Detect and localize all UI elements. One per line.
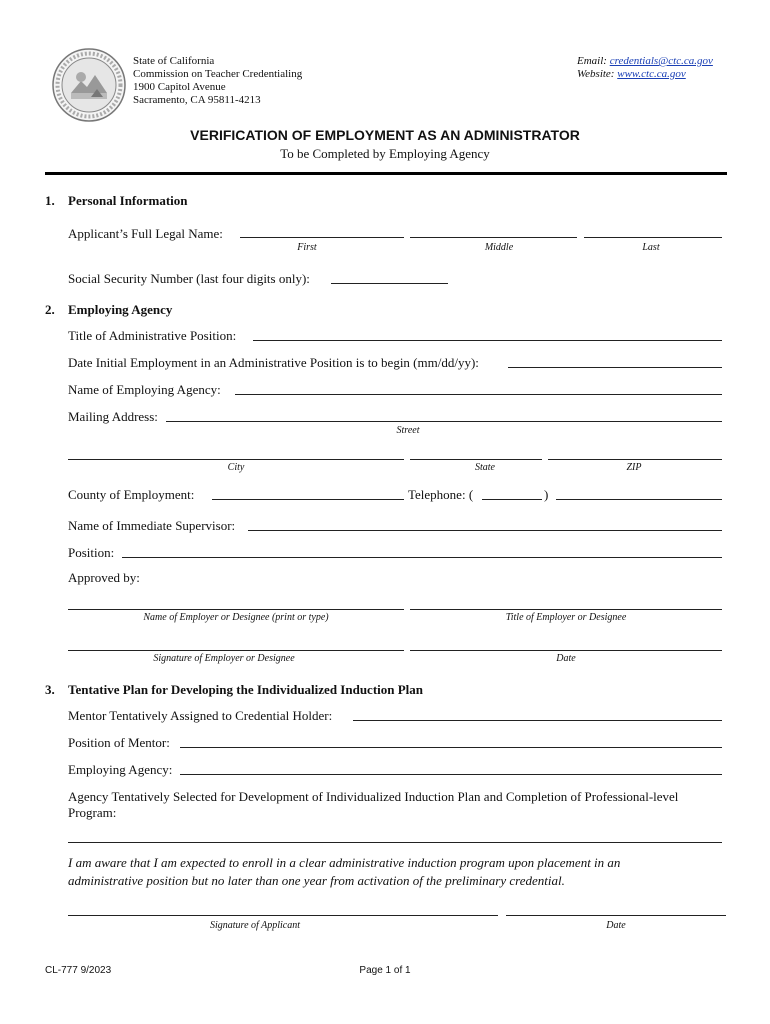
applicant-date-caption: Date xyxy=(606,920,626,931)
section-3-number: 3. xyxy=(45,682,55,697)
email-label: Email: xyxy=(577,55,610,67)
program-field[interactable] xyxy=(68,842,722,843)
applicant-statement xyxy=(68,854,620,890)
position-field[interactable] xyxy=(122,557,722,558)
approved-by-label: Approved by: xyxy=(68,570,140,585)
page-number: Page 1 of 1 xyxy=(359,965,411,976)
statement-line: I am aware that I am expected to enroll in a clear administrative induction program upon placement in an xyxy=(68,855,621,870)
county-label: County of Employment: xyxy=(68,487,195,502)
first-caption: First xyxy=(297,242,317,253)
start-date-field[interactable] xyxy=(508,367,722,368)
address-line: State of California xyxy=(133,55,215,67)
middle-name-field[interactable] xyxy=(410,237,577,238)
last-caption: Last xyxy=(642,242,660,253)
area-code-field[interactable] xyxy=(482,499,542,500)
form-subtitle: To be Completed by Employing Agency xyxy=(280,146,490,161)
admin-title-label: Title of Administrative Position: xyxy=(68,328,237,343)
section-1-title: Personal Information xyxy=(68,193,188,208)
section-3-title: Tentative Plan for Developing the Individualized Induction Plan xyxy=(68,682,424,697)
address-line: Sacramento, CA 95811-4213 xyxy=(133,94,261,106)
employer-date-field[interactable] xyxy=(410,650,722,651)
website-link[interactable]: www.ctc.ca.gov xyxy=(617,68,686,80)
address-line: Commission on Teacher Credentialing xyxy=(133,68,303,80)
employer-date-caption: Date xyxy=(556,653,576,664)
employer-name-caption: Name of Employer or Designee (print or type) xyxy=(143,612,329,623)
mentor-field[interactable] xyxy=(353,720,722,721)
program-label-line2: Program: xyxy=(68,805,117,820)
email-link[interactable]: credentials@ctc.ca.gov xyxy=(609,55,713,67)
street-field[interactable] xyxy=(166,421,722,422)
state-field[interactable] xyxy=(410,459,542,460)
first-name-field[interactable] xyxy=(240,237,404,238)
state-caption: State xyxy=(475,462,495,473)
employing-agency-label: Employing Agency: xyxy=(68,762,173,777)
website-label: Website: xyxy=(577,68,618,80)
mentor-position-label: Position of Mentor: xyxy=(68,735,170,750)
statement-line: administrative position but no later than one year from activation of the preliminary credential. xyxy=(68,873,565,888)
address-line: 1900 Capitol Avenue xyxy=(133,81,226,93)
mailing-address-label: Mailing Address: xyxy=(68,409,158,424)
city-caption: City xyxy=(227,462,245,473)
zip-caption: ZIP xyxy=(626,462,642,473)
employer-name-field[interactable] xyxy=(68,609,404,610)
city-field[interactable] xyxy=(68,459,404,460)
program-label-line1: Agency Tentatively Selected for Development of Individualized Induction Plan and Completion of Professional-level xyxy=(68,789,679,804)
zip-field[interactable] xyxy=(548,459,722,460)
employer-signature-caption: Signature of Employer or Designee xyxy=(153,653,295,664)
header-divider xyxy=(45,172,727,175)
supervisor-field[interactable] xyxy=(248,530,722,531)
applicant-date-field[interactable] xyxy=(506,915,726,916)
contact-info xyxy=(577,55,713,81)
telephone-label: Telephone: ( xyxy=(408,487,474,502)
ssn-label: Social Security Number (last four digits only): xyxy=(68,271,310,286)
admin-title-field[interactable] xyxy=(253,340,722,341)
agency-address xyxy=(133,55,302,107)
section-1-number: 1. xyxy=(45,193,55,208)
full-name-label: Applicant’s Full Legal Name: xyxy=(68,226,223,241)
agency-name-label: Name of Employing Agency: xyxy=(68,382,221,397)
agency-name-field[interactable] xyxy=(235,394,722,395)
telephone-field[interactable] xyxy=(556,499,722,500)
county-field[interactable] xyxy=(212,499,404,500)
employer-signature-field[interactable] xyxy=(68,650,404,651)
start-date-label: Date Initial Employment in an Administrative Position is to begin (mm/dd/yy): xyxy=(68,355,479,370)
state-seal-icon xyxy=(51,47,127,123)
last-name-field[interactable] xyxy=(584,237,722,238)
telephone-close: ) xyxy=(544,487,549,502)
section-2-number: 2. xyxy=(45,302,55,317)
employer-title-caption: Title of Employer or Designee xyxy=(505,612,627,623)
applicant-signature-field[interactable] xyxy=(68,915,498,916)
middle-caption: Middle xyxy=(484,242,514,253)
ssn-field[interactable] xyxy=(331,283,448,284)
employer-title-field[interactable] xyxy=(410,609,722,610)
section-2-title: Employing Agency xyxy=(68,302,173,317)
mentor-label: Mentor Tentatively Assigned to Credential Holder: xyxy=(68,708,333,723)
form-title: VERIFICATION OF EMPLOYMENT AS AN ADMINISTRATOR xyxy=(190,127,580,143)
position-label: Position: xyxy=(68,545,115,560)
employing-agency-field[interactable] xyxy=(180,774,722,775)
applicant-signature-caption: Signature of Applicant xyxy=(210,920,300,931)
form-id: CL-777 9/2023 xyxy=(45,965,112,976)
street-caption: Street xyxy=(396,425,420,436)
mentor-position-field[interactable] xyxy=(180,747,722,748)
supervisor-label: Name of Immediate Supervisor: xyxy=(68,518,236,533)
